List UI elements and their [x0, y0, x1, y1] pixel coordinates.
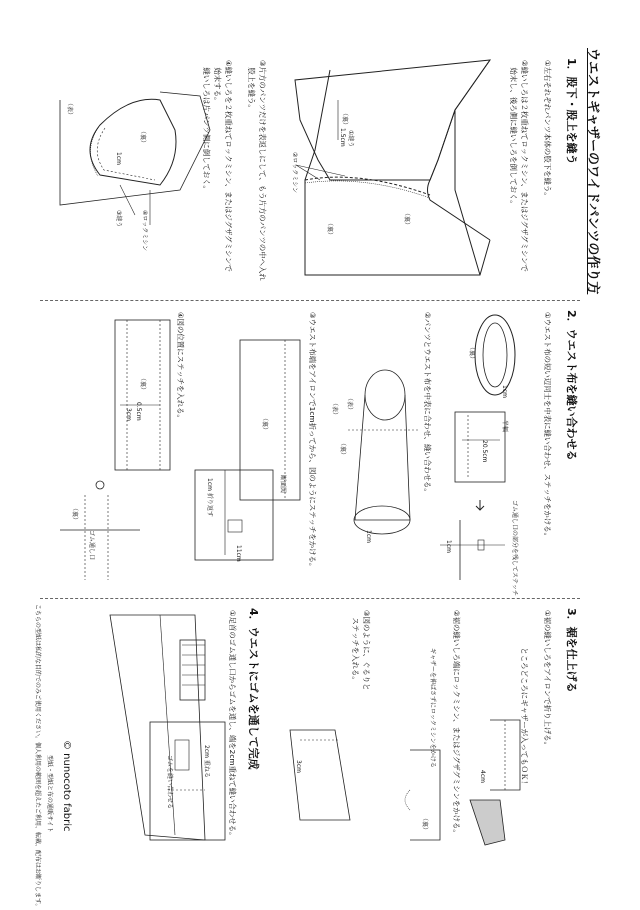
label-stitch: ①縫う: [347, 130, 354, 148]
section-1-step: ③片方のパンツだけを表返しにして、もう片方のパンツの中へ入れ: [258, 60, 267, 281]
section-1-step: ④縫いしろを２枚重ねてロックミシン、またはジグザグミシンで: [224, 60, 233, 272]
section-2-step: ②パンツとウエスト布を中表に合わせ、縫い合わせる。: [423, 312, 432, 496]
label-2cm: 2cm 重ねる: [203, 745, 210, 778]
label-fold3: 1cm 折り返す: [206, 478, 213, 517]
label-ura4: （裏）: [71, 505, 78, 524]
label-half: 半幅: [501, 420, 508, 433]
section-4-heading: 4．ウエストにゴムを通して完成: [247, 608, 260, 770]
footer-note: こちらの型紙は私的な目的でのみご使用ください。個人利用の範囲を超えたご利用、転載、配布はお断りします。: [34, 604, 41, 910]
label-seam: 1.5cm: [339, 128, 346, 147]
label-05cm: 0.5cm: [135, 402, 142, 421]
section-4-step: ①足首のゴム通し口からゴムを通し、端を2cm重ねて縫い合わせる。: [228, 610, 237, 840]
section-1-step: 縫いしろは片パンツ側に倒しておく。: [202, 60, 211, 193]
label-one-cm: 1cm: [115, 152, 122, 165]
label-lock2: ④ロックミシン: [141, 210, 148, 252]
section-3-step: ステッチを入れる。: [351, 610, 360, 684]
label-3cm: 3cm: [295, 760, 302, 773]
label-cross: 断面図: [279, 475, 286, 494]
section-1-step: 始末し、後ろ側に縫いしろを倒しておく。: [509, 60, 518, 208]
label-back: （裏）: [403, 210, 410, 229]
label-sew: ゴムを縫い合わせる: [166, 755, 173, 810]
label-back: （裏）: [139, 128, 146, 147]
section-3-step: ところどころにギャザーが入ってもＯＫ！: [520, 640, 529, 788]
section-2-step: ①ウエスト布の短い辺同士を中表に縫い合わせ、ステッチをかける。: [543, 312, 552, 540]
label-omote: （表）: [346, 395, 353, 414]
label-lock: ②ロックミシン: [291, 152, 298, 194]
section-3-step: ①裾の縫いしろをアイロンで折り上げる。: [543, 610, 552, 749]
section-2-heading: 2．ウエスト布を縫い合わせる: [565, 310, 578, 461]
brand-credit: © nunocoto fabric: [61, 740, 72, 832]
label-rubber: ゴム通し口: [88, 530, 95, 561]
label-3cm: 3cm: [125, 408, 132, 421]
section-2-step: ③ウエスト布端をアイロンで1cm折ってから、図のようにステッチをかける。: [308, 312, 317, 571]
section-1-step: 始末する。: [213, 60, 222, 105]
label-gather: ギャザーを伸ばさずにロックミシンをかける: [429, 648, 436, 768]
label-ura: （裏）: [421, 815, 428, 834]
label-ura2: （裏）: [261, 415, 268, 434]
label-fold: 1cm: [501, 385, 508, 398]
section-2-step: ④図の位置にステッチを入れる。: [176, 312, 185, 422]
label-rubber-mouth: ゴム通し口の部分を残してステッチ: [511, 500, 518, 596]
label-fold2: 1cm: [445, 540, 452, 553]
section-3-heading: 3．裾を仕上げる: [565, 608, 578, 693]
label-ura: （裏）: [339, 440, 346, 459]
section-1-heading: 1．股下・股上を縫う: [565, 58, 578, 165]
label-11cm: 11cm: [235, 545, 242, 562]
label-omote2: （表）: [331, 400, 338, 419]
section-1-step: ②縫いしろは２枚重ねてロックミシン、またはジグザグミシンで: [520, 60, 529, 272]
section-1-step: 股上を縫う。: [247, 60, 256, 112]
label-back: （裏）: [326, 220, 333, 239]
label-back: （裏）: [341, 110, 348, 129]
label-ura3: （裏）: [139, 375, 146, 394]
section-3-step: ②裾の縫いしろ端にロックミシン、またはジグザグミシンをかける。: [452, 610, 461, 837]
page-title: ウエストギャザーのワイドパンツの作り方: [585, 48, 600, 295]
label-4cm: 4cm: [479, 770, 486, 783]
label-back: （裏）: [468, 344, 475, 363]
section-1-step: ①左右それぞれパンツ本体の股下を縫う。: [543, 60, 552, 200]
label-width: 20.5cm: [481, 440, 488, 463]
label-front: （表）: [66, 100, 73, 119]
section-3-step: ③図のように、ぐるりと: [362, 610, 371, 691]
site-credit: 型紙・型紙と布の通販サイト: [46, 755, 53, 833]
label-seam1: 1cm: [365, 530, 372, 543]
label-stitch2: ③縫う: [115, 210, 122, 228]
